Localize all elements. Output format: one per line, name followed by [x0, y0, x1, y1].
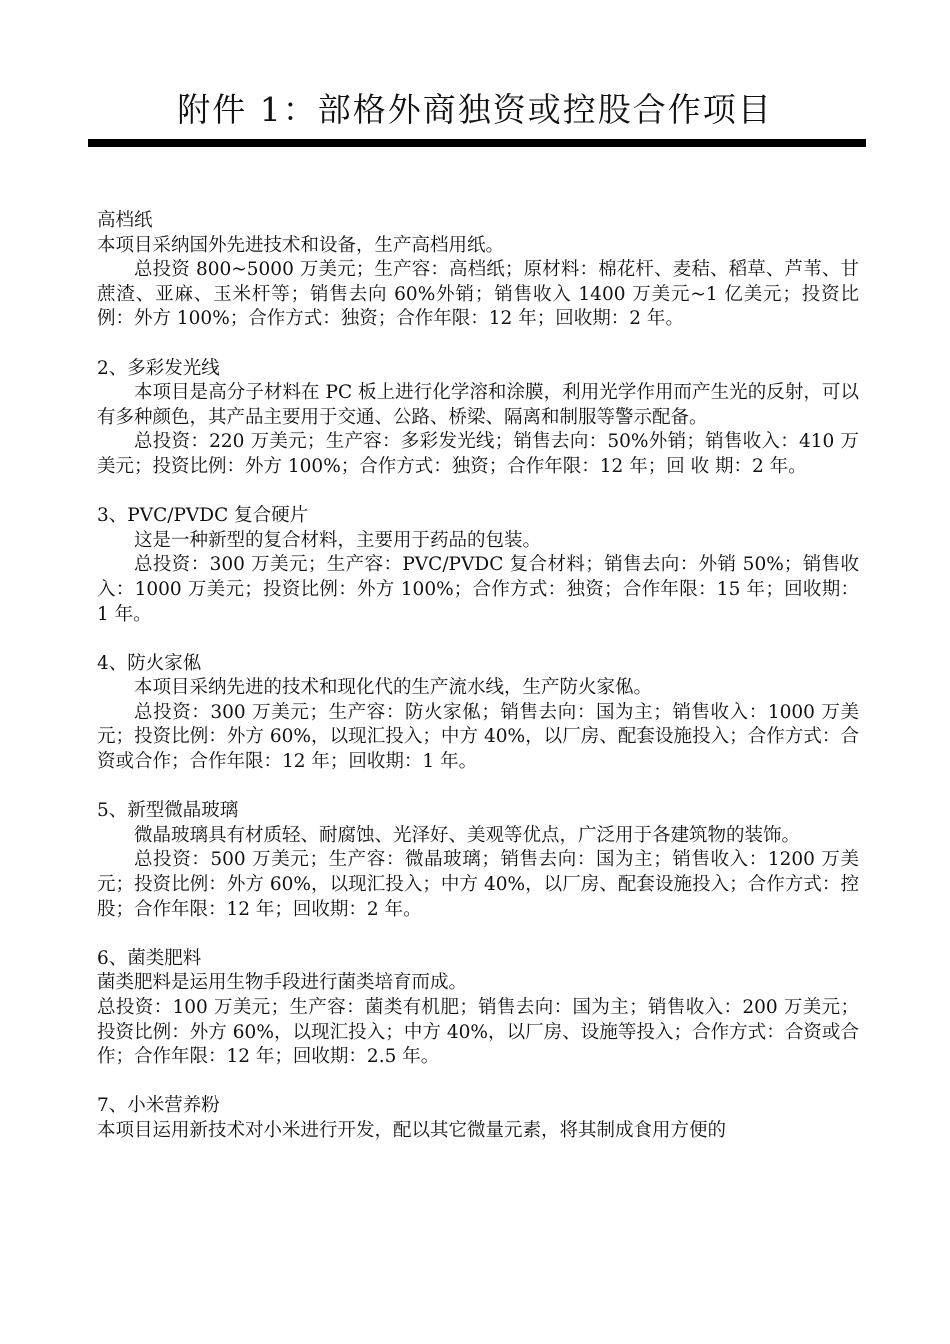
- section-paragraph: 总投资：500 万美元；生产容：微晶玻璃；销售去向：国为主；销售收入：1200 万美元；投资比例：外方 60%，以现汇投入；中方 40%，以厂房、配套设施投入；合作方式：控股；合作年限：12 年；回收期：2 年。: [97, 849, 859, 920]
- section-heading: 5、新型微晶玻璃: [97, 800, 239, 822]
- section-pvc-pvdc-sheet: [97, 504, 859, 627]
- section-paragraph: 总投资 800~5000 万美元；生产容：高档纸；原材料：棉花杆、麦秸、稻草、芦苇、甘蔗渣、亚麻、玉米杆等；销售去向 60%外销；销售收入 1400 万美元~1 亿美元；投资比例：外方 100%；合作方式：独资；合作年限：12 年；回收期：2 年。: [97, 259, 859, 330]
- section-fungal-fertilizer: [97, 947, 859, 1070]
- section-paragraph: 总投资：220 万美元；生产容：多彩发光线；销售去向：50%外销；销售收入：410 万美元；投资比例：外方 100%；合作方式：独资；合作年限：12 年；回 收 期：2 年。: [97, 431, 859, 477]
- section-heading: 4、防火家俬: [97, 652, 202, 674]
- section-heading: 3、PVC/PVDC 复合硬片: [97, 505, 309, 527]
- section-heading: 高档纸: [97, 210, 153, 231]
- section-paragraph: 这是一种新型的复合材料，主要用于药品的包装。: [134, 529, 542, 551]
- document-body: [97, 209, 859, 1168]
- section-premium-paper: [97, 209, 859, 332]
- section-paragraph: 本项目采纳国外先进技术和设备，生产高档用纸。: [97, 234, 505, 256]
- section-paragraph: 本项目运用新技术对小米进行开发，配以其它微量元素，将其制成食用方便的: [97, 1119, 727, 1141]
- section-fireproof-furniture: [97, 652, 859, 775]
- section-paragraph: 总投资：100 万美元；生产容：菌类有机肥；销售去向：国为主；销售收入：200 万美元；投资比例：外方 60%，以现汇投入；中方 40%，以厂房、设施等投入；合作方式：合资或合作；合作年限：12 年；回收期：2.5 年。: [97, 997, 859, 1068]
- section-millet-powder: [97, 1094, 859, 1143]
- section-heading: 2、多彩发光线: [97, 357, 220, 379]
- section-paragraph: 微晶玻璃具有材质轻、耐腐蚀、光泽好、美观等优点，广泛用于各建筑物的装饰。: [134, 824, 801, 846]
- section-paragraph: 总投资：300 万美元；生产容：防火家俬；销售去向：国为主；销售收入：1000 万美元；投资比例：外方 60%，以现汇投入；中方 40%，以厂房、配套设施投入；合作方式：合资或合作；合作年限：12 年；回收期：1 年。: [97, 701, 859, 773]
- section-paragraph: 菌类肥料是运用生物手段进行菌类培育而成。: [97, 972, 468, 994]
- section-microcrystal-glass: [97, 799, 859, 922]
- section-heading: 7、小米营养粉: [97, 1095, 220, 1117]
- section-paragraph: 本项目是高分子材料在 PC 板上进行化学溶和涂膜，利用光学作用而产生光的反射，可以有多种颜色，其产品主要用于交通、公路、桥梁、隔离和制服等警示配备。: [97, 382, 859, 428]
- title-rule: [88, 139, 866, 147]
- section-heading: 6、菌类肥料: [97, 947, 202, 969]
- section-luminous-line: [97, 357, 859, 480]
- section-paragraph: 总投资：300 万美元；生产容：PVC/PVDC 复合材料；销售去向：外销 50%；销售收入：1000 万美元；投资比例：外方 100%；合作方式：独资；合作年限：15 年；回收期：1 年。: [97, 554, 859, 625]
- page-title: 附件 1：部格外商独资或控股合作项目: [177, 90, 773, 129]
- section-paragraph: 本项目采纳先进的技术和现化代的生产流水线，生产防火家俬。: [134, 677, 653, 699]
